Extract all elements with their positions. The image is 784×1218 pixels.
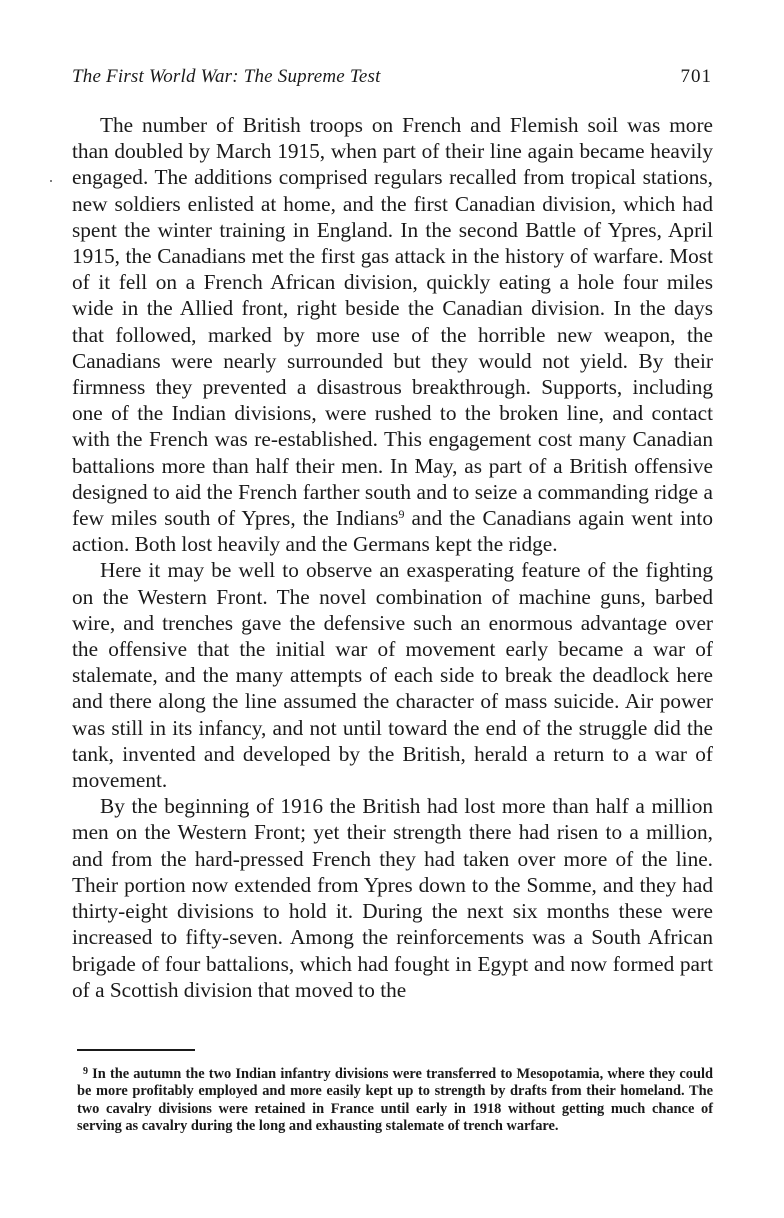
body-text [72, 112, 713, 1003]
footnote-paragraph [77, 1066, 713, 1136]
page-number: 701 [680, 66, 712, 87]
paragraph: Here it may be well to observe an exasperating feature of the fighting on the Western Front. The novel combination of machine guns, barbed wire, and trenches gave the defensive such an enormous advantage over the offensive that the initial war of movement early became a war of stalemate, and the many attempts of each side to break the deadlock here and there along the line assumed the character of mass suicide. Air power was still in its infancy, and not until toward the end of the struggle did the tank, invented and developed by the British, herald a return to a war of movement. [72, 558, 713, 793]
paragraph [72, 112, 713, 557]
running-title: The First World War: The Supreme Test [72, 66, 381, 87]
running-header [72, 66, 712, 94]
footnote-text: In the autumn the two Indian infantry divisions were transferred to Mesopotamia, where they could be more profitably employed and more easily kept up to strength by drafts from their homeland. The two cavalry divisions were retained in France until early in 1918 without getting much chance of serving as cavalry during the long and exhausting stalemate of trench warfare. [77, 1066, 713, 1135]
paragraph-text: and the Canadians again went into action. Both lost heavily and the Germans kept the ridge. [72, 506, 713, 557]
paragraph-text: The number of British troops on French and Flemish soil was more than doubled by March 1915, when part of their line again became heavily engaged. The additions comprised regulars recalled from tropical stations, new soldiers enlisted at home, and the first Canadian division, which had spent the winter training in England. In the second Battle of Ypres, April 1915, the Canadians met the first gas attack in the history of warfare. Most of it fell on a French African division, quickly eating a hole four miles wide in the Allied front, right beside the Canadian division. In the days that followed, marked by more use of the horrible new weapon, the Canadians were nearly surrounded but they would not yield. By their firmness they prevented a disastrous breakthrough. Supports, including one of the Indian divisions, were rushed to the broken line, and contact with the French was re-established. This engagement cost many Canadian battalions more than half their men. In May, as part of a British offensive designed to aid the French farther south and to seize a commanding ridge a few miles south of Ypres, the Indians [72, 113, 713, 531]
paragraph: By the beginning of 1916 the British had lost more than half a million men on the Western Front; yet their strength there had risen to a million, and from the hard-pressed French they had taken over more of the line. Their portion now extended from Ypres down to the Somme, and they had thirty-eight divisions to hold it. During the next six months these were increased to fifty-seven. Among the reinforcements was a South African brigade of four battalions, which had fought in Egypt and now formed part of a Scottish division that moved to the [72, 794, 713, 1002]
footnote-reference: 9 [398, 507, 405, 522]
footnote [77, 1066, 713, 1136]
footnote-mark: 9 [83, 1066, 88, 1077]
footnote-divider [77, 1049, 195, 1051]
margin-speck [50, 180, 52, 182]
